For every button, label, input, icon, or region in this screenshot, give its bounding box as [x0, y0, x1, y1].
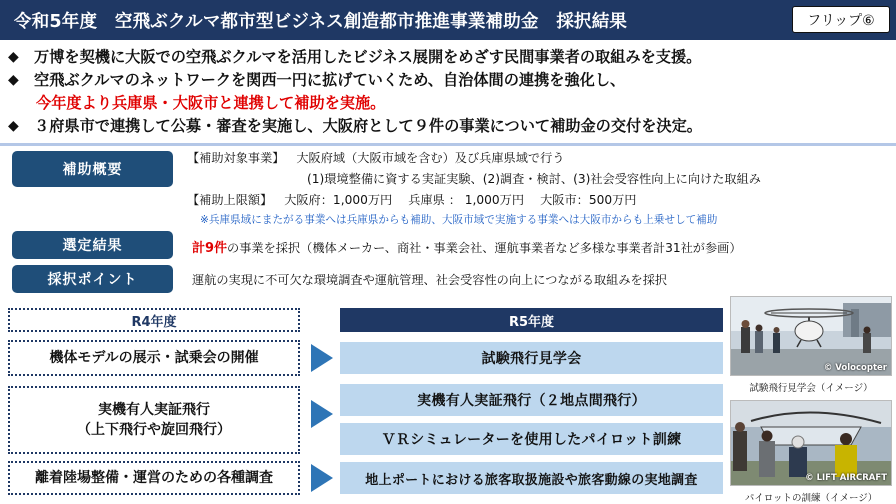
bullet-highlight — [8, 92, 892, 115]
r4-item-line: （上下飛行や旋回飛行） — [77, 422, 231, 438]
target-line — [187, 149, 565, 166]
page-title: 令和5年度 空飛ぶクルマ都市型ビジネス創造都市推進事業補助金 採択結果 — [14, 12, 628, 32]
bullet-text: ３府県市で連携して公募・審査を実施し、大阪府として９件の事業について補助金の交付を決定。 — [34, 117, 702, 135]
photo-caption: パイロットの訓練（イメージ） — [744, 493, 878, 504]
arrow-right-icon — [311, 464, 333, 492]
limit-line — [187, 191, 636, 208]
bullet-item — [8, 46, 892, 69]
points-text: 運航の実現に不可欠な環境調査や運航管理、社会受容性の向上につながる取組みを採択 — [192, 273, 668, 287]
bullet-text: 空飛ぶクルマのネットワークを関西一円に拡げていくため、自治体間の連携を強化し、 — [34, 71, 626, 89]
subsidy-note: ※兵庫県域にまたがる事業へは兵庫県からも補助、大阪市域で実施する事業へは大阪市からも上乗せして補助 — [200, 214, 718, 226]
r5-item: ＶＲシミュレーターを使用したパイロット訓練 — [340, 423, 723, 455]
lift-aircraft-photo — [730, 400, 892, 486]
bullet-item — [8, 69, 892, 92]
title-bar — [0, 0, 896, 40]
limit-text: 大阪府：1,000万円 兵庫県 ： 1,000万円 大阪市：500万円 — [284, 193, 637, 207]
bullet-item — [8, 115, 892, 138]
limit-label: 【補助上限額】 — [187, 193, 273, 207]
r4-item-line: 実機有人実証飛行 — [98, 401, 210, 418]
arrow-right-icon — [311, 344, 333, 372]
result-count: 計9件 — [192, 241, 228, 256]
result-label: 選定結果 — [12, 231, 173, 259]
target-label: 【補助対象事業】 — [187, 151, 285, 165]
arrow-right-icon — [311, 400, 333, 428]
r5-item: 実機有人実証飛行（２地点間飛行） — [340, 384, 723, 416]
diamond-bullet-icon: ◆ — [8, 118, 19, 134]
volocopter-photo — [730, 296, 892, 376]
r5-item: 地上ポートにおける旅客取扱施設や旅客動線の実地調査 — [340, 462, 723, 494]
flip-badge: フリップ⑥ — [792, 6, 890, 33]
bullet-text: 万博を契機に大阪での空飛ぶクルマを活用したビジネス展開をめざす民間事業者の取組みを支援。 — [34, 48, 702, 66]
r4-item: 離着陸場整備・運営のための各種調査 — [8, 461, 300, 495]
diamond-bullet-icon: ◆ — [8, 72, 19, 88]
r4-item: 機体モデルの展示・試乗会の開催 — [8, 340, 300, 376]
target-detail: (1)環境整備に資する実証実験、(2)調査・検討、(3)社会受容性向上に向けた取組み — [307, 172, 761, 186]
photo-caption: 試験飛行見学会（イメージ） — [749, 383, 873, 394]
result-text: の事業を採択（機体メーカー、商社・事業会社、運航事業者など多様な事業者計31社が参画） — [227, 241, 742, 255]
bullet-highlight-text: 今年度より兵庫県・大阪市と連携して補助を実施。 — [36, 94, 386, 112]
r5-item: 試験飛行見学会 — [340, 342, 723, 374]
points-label: 採択ポイント — [12, 265, 173, 293]
diamond-bullet-icon: ◆ — [8, 49, 19, 65]
r4-header: R4年度 — [8, 308, 300, 332]
photo-credit: © LIFT AIRCRAFT — [805, 473, 887, 483]
r4-item — [8, 386, 300, 454]
bullet-list — [8, 46, 892, 138]
target-text: 大阪府域（大阪市域を含む）及び兵庫県域で行う — [296, 151, 565, 165]
section-divider — [0, 143, 896, 146]
r5-header: R5年度 — [340, 308, 723, 332]
summary-label: 補助概要 — [12, 151, 173, 187]
photo-credit: © Volocopter — [823, 363, 887, 373]
result-line — [192, 237, 742, 256]
